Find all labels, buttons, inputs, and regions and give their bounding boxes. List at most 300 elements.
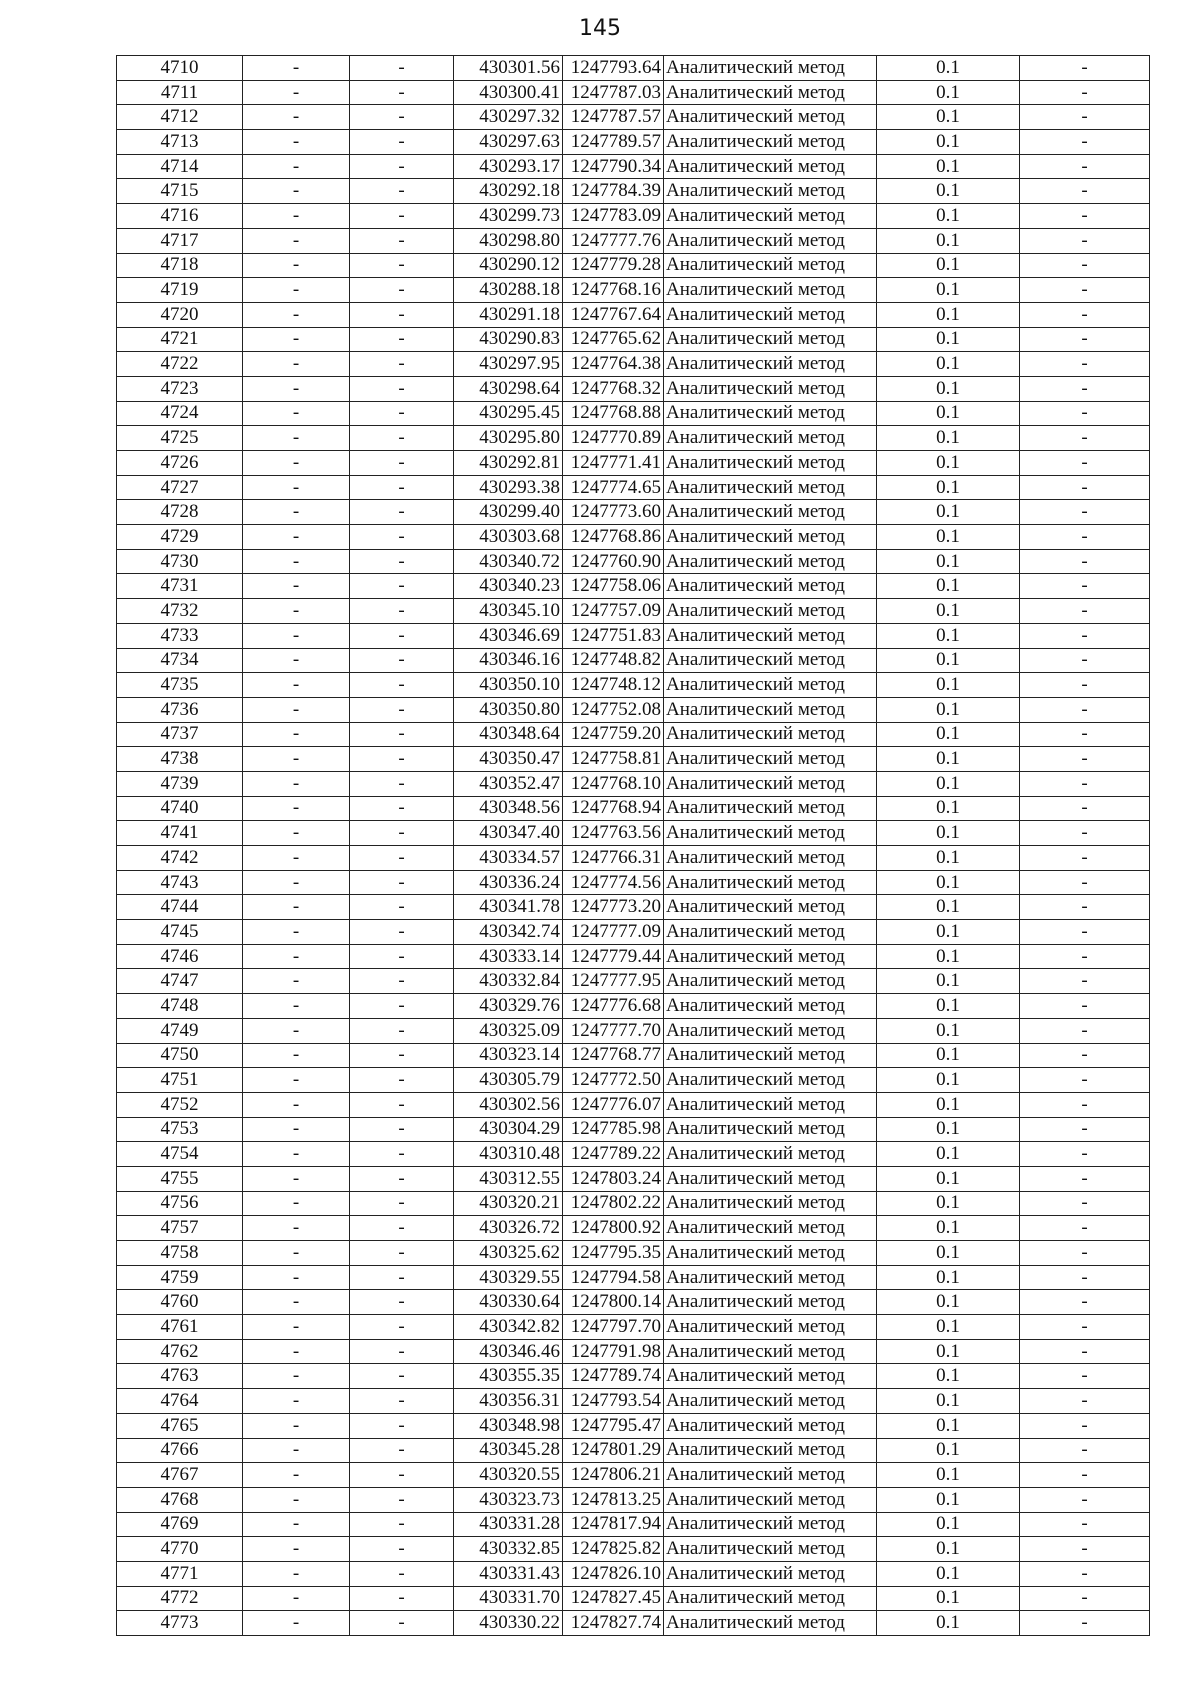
y-coordinate-cell: 1247785.98 — [563, 1117, 664, 1142]
method-cell: Аналитический метод — [664, 870, 877, 895]
accuracy-cell: 0.1 — [877, 451, 1020, 476]
x-coordinate-cell: 430346.69 — [454, 623, 563, 648]
method-cell: Аналитический метод — [664, 1117, 877, 1142]
point-number-cell: 4770 — [117, 1537, 243, 1562]
point-number-cell: 4750 — [117, 1043, 243, 1068]
dash-cell: - — [243, 154, 350, 179]
dash-cell: - — [350, 796, 454, 821]
point-number-cell: 4773 — [117, 1611, 243, 1636]
point-number-cell: 4758 — [117, 1241, 243, 1266]
x-coordinate-cell: 430299.40 — [454, 500, 563, 525]
dash-cell: - — [243, 228, 350, 253]
y-coordinate-cell: 1247802.22 — [563, 1191, 664, 1216]
x-coordinate-cell: 430293.17 — [454, 154, 563, 179]
dash-cell: - — [1020, 278, 1150, 303]
method-cell: Аналитический метод — [664, 1166, 877, 1191]
x-coordinate-cell: 430320.55 — [454, 1463, 563, 1488]
accuracy-cell: 0.1 — [877, 1216, 1020, 1241]
dash-cell: - — [243, 426, 350, 451]
table-body — [117, 56, 1150, 1636]
dash-cell: - — [243, 500, 350, 525]
dash-cell: - — [350, 1512, 454, 1537]
dash-cell: - — [1020, 599, 1150, 624]
method-cell: Аналитический метод — [664, 969, 877, 994]
accuracy-cell: 0.1 — [877, 401, 1020, 426]
dash-cell: - — [350, 179, 454, 204]
y-coordinate-cell: 1247768.88 — [563, 401, 664, 426]
point-number-cell: 4772 — [117, 1586, 243, 1611]
method-cell: Аналитический метод — [664, 80, 877, 105]
accuracy-cell: 0.1 — [877, 1191, 1020, 1216]
x-coordinate-cell: 430292.18 — [454, 179, 563, 204]
dash-cell: - — [1020, 1142, 1150, 1167]
x-coordinate-cell: 430340.23 — [454, 574, 563, 599]
method-cell: Аналитический метод — [664, 1389, 877, 1414]
dash-cell: - — [350, 722, 454, 747]
dash-cell: - — [1020, 302, 1150, 327]
accuracy-cell: 0.1 — [877, 1166, 1020, 1191]
accuracy-cell: 0.1 — [877, 1092, 1020, 1117]
dash-cell: - — [350, 648, 454, 673]
method-cell: Аналитический метод — [664, 1413, 877, 1438]
x-coordinate-cell: 430350.47 — [454, 747, 563, 772]
table-row — [117, 821, 1150, 846]
x-coordinate-cell: 430320.21 — [454, 1191, 563, 1216]
dash-cell: - — [243, 821, 350, 846]
point-number-cell: 4759 — [117, 1265, 243, 1290]
dash-cell: - — [350, 697, 454, 722]
point-number-cell: 4764 — [117, 1389, 243, 1414]
dash-cell: - — [350, 1487, 454, 1512]
dash-cell: - — [1020, 1241, 1150, 1266]
table-row — [117, 253, 1150, 278]
dash-cell: - — [1020, 1166, 1150, 1191]
point-number-cell: 4712 — [117, 105, 243, 130]
point-number-cell: 4740 — [117, 796, 243, 821]
dash-cell: - — [350, 1191, 454, 1216]
dash-cell: - — [243, 1586, 350, 1611]
dash-cell: - — [350, 525, 454, 550]
table-row — [117, 1191, 1150, 1216]
point-number-cell: 4745 — [117, 920, 243, 945]
accuracy-cell: 0.1 — [877, 549, 1020, 574]
dash-cell: - — [1020, 475, 1150, 500]
dash-cell: - — [1020, 1389, 1150, 1414]
dash-cell: - — [1020, 327, 1150, 352]
accuracy-cell: 0.1 — [877, 1586, 1020, 1611]
x-coordinate-cell: 430304.29 — [454, 1117, 563, 1142]
dash-cell: - — [350, 747, 454, 772]
y-coordinate-cell: 1247772.50 — [563, 1068, 664, 1093]
x-coordinate-cell: 430332.84 — [454, 969, 563, 994]
dash-cell: - — [243, 1142, 350, 1167]
method-cell: Аналитический метод — [664, 673, 877, 698]
table-row — [117, 747, 1150, 772]
table-row — [117, 1265, 1150, 1290]
point-number-cell: 4718 — [117, 253, 243, 278]
point-number-cell: 4732 — [117, 599, 243, 624]
method-cell: Аналитический метод — [664, 204, 877, 229]
point-number-cell: 4715 — [117, 179, 243, 204]
x-coordinate-cell: 430310.48 — [454, 1142, 563, 1167]
dash-cell: - — [243, 673, 350, 698]
method-cell: Аналитический метод — [664, 1290, 877, 1315]
dash-cell: - — [1020, 1586, 1150, 1611]
dash-cell: - — [1020, 352, 1150, 377]
dash-cell: - — [350, 1561, 454, 1586]
point-number-cell: 4767 — [117, 1463, 243, 1488]
table-row — [117, 549, 1150, 574]
y-coordinate-cell: 1247790.34 — [563, 154, 664, 179]
method-cell: Аналитический метод — [664, 648, 877, 673]
point-number-cell: 4742 — [117, 846, 243, 871]
y-coordinate-cell: 1247784.39 — [563, 179, 664, 204]
y-coordinate-cell: 1247791.98 — [563, 1339, 664, 1364]
method-cell: Аналитический метод — [664, 376, 877, 401]
dash-cell: - — [350, 895, 454, 920]
dash-cell: - — [350, 105, 454, 130]
method-cell: Аналитический метод — [664, 302, 877, 327]
method-cell: Аналитический метод — [664, 1142, 877, 1167]
accuracy-cell: 0.1 — [877, 154, 1020, 179]
accuracy-cell: 0.1 — [877, 376, 1020, 401]
dash-cell: - — [350, 1389, 454, 1414]
y-coordinate-cell: 1247757.09 — [563, 599, 664, 624]
table-row — [117, 302, 1150, 327]
table-row — [117, 327, 1150, 352]
method-cell: Аналитический метод — [664, 1561, 877, 1586]
method-cell: Аналитический метод — [664, 253, 877, 278]
dash-cell: - — [1020, 525, 1150, 550]
method-cell: Аналитический метод — [664, 130, 877, 155]
x-coordinate-cell: 430295.45 — [454, 401, 563, 426]
dash-cell: - — [1020, 796, 1150, 821]
dash-cell: - — [350, 1339, 454, 1364]
dash-cell: - — [1020, 920, 1150, 945]
x-coordinate-cell: 430341.78 — [454, 895, 563, 920]
point-number-cell: 4722 — [117, 352, 243, 377]
dash-cell: - — [243, 525, 350, 550]
dash-cell: - — [1020, 895, 1150, 920]
y-coordinate-cell: 1247789.57 — [563, 130, 664, 155]
dash-cell: - — [243, 648, 350, 673]
point-number-cell: 4726 — [117, 451, 243, 476]
table-row — [117, 895, 1150, 920]
x-coordinate-cell: 430312.55 — [454, 1166, 563, 1191]
method-cell: Аналитический метод — [664, 500, 877, 525]
point-number-cell: 4766 — [117, 1438, 243, 1463]
dash-cell: - — [1020, 105, 1150, 130]
dash-cell: - — [350, 1142, 454, 1167]
y-coordinate-cell: 1247800.14 — [563, 1290, 664, 1315]
accuracy-cell: 0.1 — [877, 130, 1020, 155]
table-row — [117, 352, 1150, 377]
method-cell: Аналитический метод — [664, 1043, 877, 1068]
dash-cell: - — [243, 451, 350, 476]
y-coordinate-cell: 1247760.90 — [563, 549, 664, 574]
point-number-cell: 4735 — [117, 673, 243, 698]
point-number-cell: 4729 — [117, 525, 243, 550]
accuracy-cell: 0.1 — [877, 253, 1020, 278]
point-number-cell: 4751 — [117, 1068, 243, 1093]
y-coordinate-cell: 1247763.56 — [563, 821, 664, 846]
y-coordinate-cell: 1247817.94 — [563, 1512, 664, 1537]
dash-cell: - — [1020, 130, 1150, 155]
dash-cell: - — [243, 327, 350, 352]
dash-cell: - — [350, 1290, 454, 1315]
dash-cell: - — [350, 451, 454, 476]
accuracy-cell: 0.1 — [877, 821, 1020, 846]
dash-cell: - — [243, 1290, 350, 1315]
table-row — [117, 1364, 1150, 1389]
method-cell: Аналитический метод — [664, 401, 877, 426]
method-cell: Аналитический метод — [664, 352, 877, 377]
point-number-cell: 4771 — [117, 1561, 243, 1586]
dash-cell: - — [243, 846, 350, 871]
x-coordinate-cell: 430293.38 — [454, 475, 563, 500]
table-row — [117, 401, 1150, 426]
x-coordinate-cell: 430345.10 — [454, 599, 563, 624]
x-coordinate-cell: 430291.18 — [454, 302, 563, 327]
dash-cell: - — [1020, 1512, 1150, 1537]
dash-cell: - — [350, 1265, 454, 1290]
dash-cell: - — [350, 969, 454, 994]
table-row — [117, 56, 1150, 81]
point-number-cell: 4760 — [117, 1290, 243, 1315]
accuracy-cell: 0.1 — [877, 697, 1020, 722]
table-row — [117, 1561, 1150, 1586]
dash-cell: - — [1020, 1487, 1150, 1512]
dash-cell: - — [243, 1216, 350, 1241]
y-coordinate-cell: 1247783.09 — [563, 204, 664, 229]
method-cell: Аналитический метод — [664, 722, 877, 747]
table-row — [117, 204, 1150, 229]
dash-cell: - — [350, 1413, 454, 1438]
page-number: 145 — [579, 16, 621, 41]
x-coordinate-cell: 430332.85 — [454, 1537, 563, 1562]
x-coordinate-cell: 430330.22 — [454, 1611, 563, 1636]
x-coordinate-cell: 430342.82 — [454, 1315, 563, 1340]
method-cell: Аналитический метод — [664, 747, 877, 772]
dash-cell: - — [350, 1117, 454, 1142]
point-number-cell: 4749 — [117, 1018, 243, 1043]
dash-cell: - — [1020, 623, 1150, 648]
accuracy-cell: 0.1 — [877, 1241, 1020, 1266]
dash-cell: - — [243, 574, 350, 599]
dash-cell: - — [1020, 1018, 1150, 1043]
dash-cell: - — [243, 105, 350, 130]
x-coordinate-cell: 430355.35 — [454, 1364, 563, 1389]
dash-cell: - — [350, 352, 454, 377]
point-number-cell: 4721 — [117, 327, 243, 352]
dash-cell: - — [1020, 574, 1150, 599]
table-row — [117, 500, 1150, 525]
dash-cell: - — [1020, 722, 1150, 747]
y-coordinate-cell: 1247795.47 — [563, 1413, 664, 1438]
y-coordinate-cell: 1247806.21 — [563, 1463, 664, 1488]
point-number-cell: 4752 — [117, 1092, 243, 1117]
method-cell: Аналитический метод — [664, 1339, 877, 1364]
method-cell: Аналитический метод — [664, 1068, 877, 1093]
dash-cell: - — [243, 179, 350, 204]
dash-cell: - — [1020, 870, 1150, 895]
y-coordinate-cell: 1247800.92 — [563, 1216, 664, 1241]
accuracy-cell: 0.1 — [877, 1315, 1020, 1340]
table-row — [117, 574, 1150, 599]
accuracy-cell: 0.1 — [877, 525, 1020, 550]
dash-cell: - — [350, 1018, 454, 1043]
accuracy-cell: 0.1 — [877, 1438, 1020, 1463]
dash-cell: - — [350, 994, 454, 1019]
dash-cell: - — [350, 1043, 454, 1068]
dash-cell: - — [1020, 821, 1150, 846]
dash-cell: - — [1020, 154, 1150, 179]
y-coordinate-cell: 1247768.32 — [563, 376, 664, 401]
x-coordinate-cell: 430348.64 — [454, 722, 563, 747]
dash-cell: - — [350, 1463, 454, 1488]
dash-cell: - — [350, 549, 454, 574]
dash-cell: - — [243, 1166, 350, 1191]
x-coordinate-cell: 430331.70 — [454, 1586, 563, 1611]
y-coordinate-cell: 1247787.57 — [563, 105, 664, 130]
table-row — [117, 179, 1150, 204]
x-coordinate-cell: 430350.80 — [454, 697, 563, 722]
point-number-cell: 4768 — [117, 1487, 243, 1512]
dash-cell: - — [350, 1315, 454, 1340]
accuracy-cell: 0.1 — [877, 1117, 1020, 1142]
point-number-cell: 4746 — [117, 944, 243, 969]
dash-cell: - — [1020, 747, 1150, 772]
dash-cell: - — [243, 253, 350, 278]
table-row — [117, 475, 1150, 500]
x-coordinate-cell: 430295.80 — [454, 426, 563, 451]
dash-cell: - — [243, 1043, 350, 1068]
method-cell: Аналитический метод — [664, 574, 877, 599]
y-coordinate-cell: 1247766.31 — [563, 846, 664, 871]
x-coordinate-cell: 430299.73 — [454, 204, 563, 229]
accuracy-cell: 0.1 — [877, 1290, 1020, 1315]
y-coordinate-cell: 1247768.94 — [563, 796, 664, 821]
dash-cell: - — [243, 401, 350, 426]
accuracy-cell: 0.1 — [877, 771, 1020, 796]
method-cell: Аналитический метод — [664, 846, 877, 871]
accuracy-cell: 0.1 — [877, 673, 1020, 698]
x-coordinate-cell: 430298.64 — [454, 376, 563, 401]
dash-cell: - — [350, 771, 454, 796]
dash-cell: - — [350, 1068, 454, 1093]
x-coordinate-cell: 430340.72 — [454, 549, 563, 574]
method-cell: Аналитический метод — [664, 1092, 877, 1117]
table-row — [117, 771, 1150, 796]
y-coordinate-cell: 1247767.64 — [563, 302, 664, 327]
dash-cell: - — [350, 253, 454, 278]
table-row — [117, 1315, 1150, 1340]
table-row — [117, 673, 1150, 698]
y-coordinate-cell: 1247795.35 — [563, 1241, 664, 1266]
point-number-cell: 4753 — [117, 1117, 243, 1142]
dash-cell: - — [1020, 1438, 1150, 1463]
dash-cell: - — [243, 747, 350, 772]
dash-cell: - — [350, 154, 454, 179]
method-cell: Аналитический метод — [664, 771, 877, 796]
point-number-cell: 4738 — [117, 747, 243, 772]
dash-cell: - — [1020, 204, 1150, 229]
table-row — [117, 1068, 1150, 1093]
point-number-cell: 4739 — [117, 771, 243, 796]
table-row — [117, 525, 1150, 550]
y-coordinate-cell: 1247789.22 — [563, 1142, 664, 1167]
y-coordinate-cell: 1247758.81 — [563, 747, 664, 772]
x-coordinate-cell: 430292.81 — [454, 451, 563, 476]
y-coordinate-cell: 1247793.64 — [563, 56, 664, 81]
y-coordinate-cell: 1247779.44 — [563, 944, 664, 969]
dash-cell: - — [350, 1166, 454, 1191]
y-coordinate-cell: 1247768.86 — [563, 525, 664, 550]
point-number-cell: 4714 — [117, 154, 243, 179]
dash-cell: - — [243, 895, 350, 920]
y-coordinate-cell: 1247770.89 — [563, 426, 664, 451]
x-coordinate-cell: 430298.80 — [454, 228, 563, 253]
point-number-cell: 4733 — [117, 623, 243, 648]
method-cell: Аналитический метод — [664, 895, 877, 920]
x-coordinate-cell: 430348.98 — [454, 1413, 563, 1438]
method-cell: Аналитический метод — [664, 1611, 877, 1636]
dash-cell: - — [243, 1389, 350, 1414]
point-number-cell: 4769 — [117, 1512, 243, 1537]
dash-cell: - — [1020, 1117, 1150, 1142]
dash-cell: - — [243, 1018, 350, 1043]
table-row — [117, 105, 1150, 130]
x-coordinate-cell: 430326.72 — [454, 1216, 563, 1241]
dash-cell: - — [1020, 1265, 1150, 1290]
y-coordinate-cell: 1247777.95 — [563, 969, 664, 994]
y-coordinate-cell: 1247789.74 — [563, 1364, 664, 1389]
dash-cell: - — [1020, 1092, 1150, 1117]
x-coordinate-cell: 430345.28 — [454, 1438, 563, 1463]
x-coordinate-cell: 430331.28 — [454, 1512, 563, 1537]
dash-cell: - — [1020, 673, 1150, 698]
table-row — [117, 1216, 1150, 1241]
method-cell: Аналитический метод — [664, 278, 877, 303]
dash-cell: - — [1020, 80, 1150, 105]
dash-cell: - — [1020, 1364, 1150, 1389]
table-row — [117, 1241, 1150, 1266]
dash-cell: - — [350, 1611, 454, 1636]
method-cell: Аналитический метод — [664, 944, 877, 969]
accuracy-cell: 0.1 — [877, 796, 1020, 821]
dash-cell: - — [350, 673, 454, 698]
point-number-cell: 4744 — [117, 895, 243, 920]
accuracy-cell: 0.1 — [877, 623, 1020, 648]
x-coordinate-cell: 430346.16 — [454, 648, 563, 673]
x-coordinate-cell: 430300.41 — [454, 80, 563, 105]
dash-cell: - — [243, 1241, 350, 1266]
accuracy-cell: 0.1 — [877, 648, 1020, 673]
table-row — [117, 1117, 1150, 1142]
dash-cell: - — [1020, 944, 1150, 969]
dash-cell: - — [243, 1413, 350, 1438]
accuracy-cell: 0.1 — [877, 1339, 1020, 1364]
point-number-cell: 4719 — [117, 278, 243, 303]
point-number-cell: 4717 — [117, 228, 243, 253]
point-number-cell: 4713 — [117, 130, 243, 155]
dash-cell: - — [350, 944, 454, 969]
table-row — [117, 969, 1150, 994]
y-coordinate-cell: 1247787.03 — [563, 80, 664, 105]
dash-cell: - — [350, 1092, 454, 1117]
x-coordinate-cell: 430330.64 — [454, 1290, 563, 1315]
method-cell: Аналитический метод — [664, 1241, 877, 1266]
